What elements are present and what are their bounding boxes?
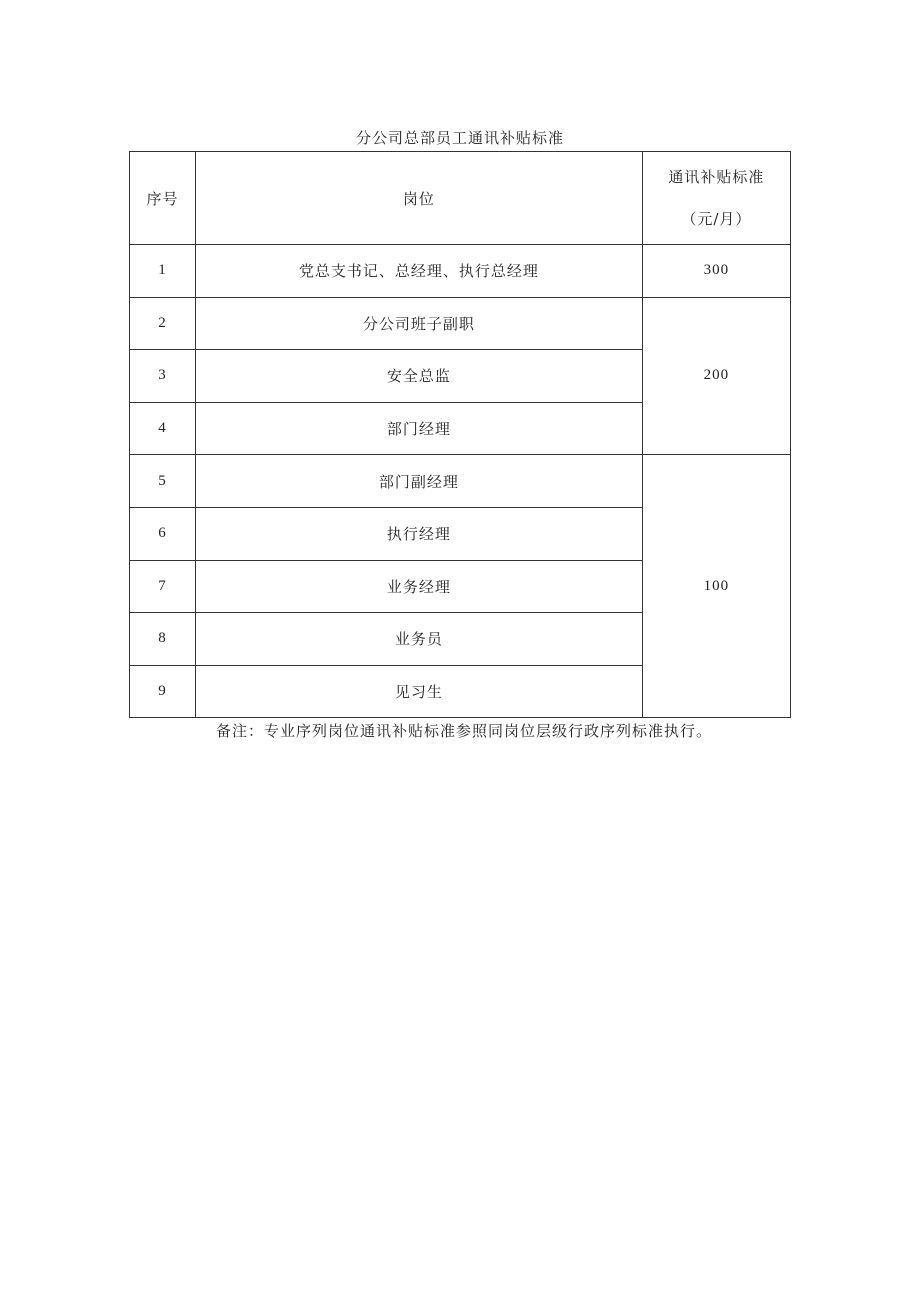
- header-position: 岗位: [196, 152, 643, 245]
- footnote: 备注：专业序列岗位通讯补贴标准参照同岗位层级行政序列标准执行。: [216, 722, 713, 740]
- row-number: 2: [130, 297, 196, 350]
- row-position: 执行经理: [196, 507, 643, 560]
- table-row: [130, 455, 791, 508]
- row-position: 业务员: [196, 613, 643, 666]
- header-amount-label: 通讯补贴标准: [668, 168, 765, 186]
- row-position: 见习生: [196, 665, 643, 718]
- row-number: 4: [130, 402, 196, 455]
- row-position: 部门副经理: [196, 455, 643, 508]
- row-amount: 300: [642, 245, 790, 298]
- row-number: 1: [130, 245, 196, 298]
- row-number: 8: [130, 613, 196, 666]
- row-position: 业务经理: [196, 560, 643, 613]
- row-number: 9: [130, 665, 196, 718]
- row-position: 部门经理: [196, 402, 643, 455]
- table-title: 分公司总部员工通讯补贴标准: [355, 129, 564, 147]
- header-no: 序号: [130, 152, 196, 245]
- row-position: 党总支书记、总经理、执行总经理: [196, 245, 643, 298]
- row-amount: 100: [642, 455, 790, 718]
- subsidy-table: [129, 151, 791, 718]
- table-row: [130, 297, 791, 350]
- table-row: [130, 245, 791, 298]
- row-number: 7: [130, 560, 196, 613]
- row-number: 3: [130, 350, 196, 403]
- row-position: 安全总监: [196, 350, 643, 403]
- row-amount: 200: [642, 297, 790, 455]
- row-number: 5: [130, 455, 196, 508]
- header-row: [130, 152, 791, 245]
- header-amount-unit: （元/月）: [681, 210, 752, 228]
- row-position: 分公司班子副职: [196, 297, 643, 350]
- row-number: 6: [130, 507, 196, 560]
- header-amount: [642, 152, 790, 245]
